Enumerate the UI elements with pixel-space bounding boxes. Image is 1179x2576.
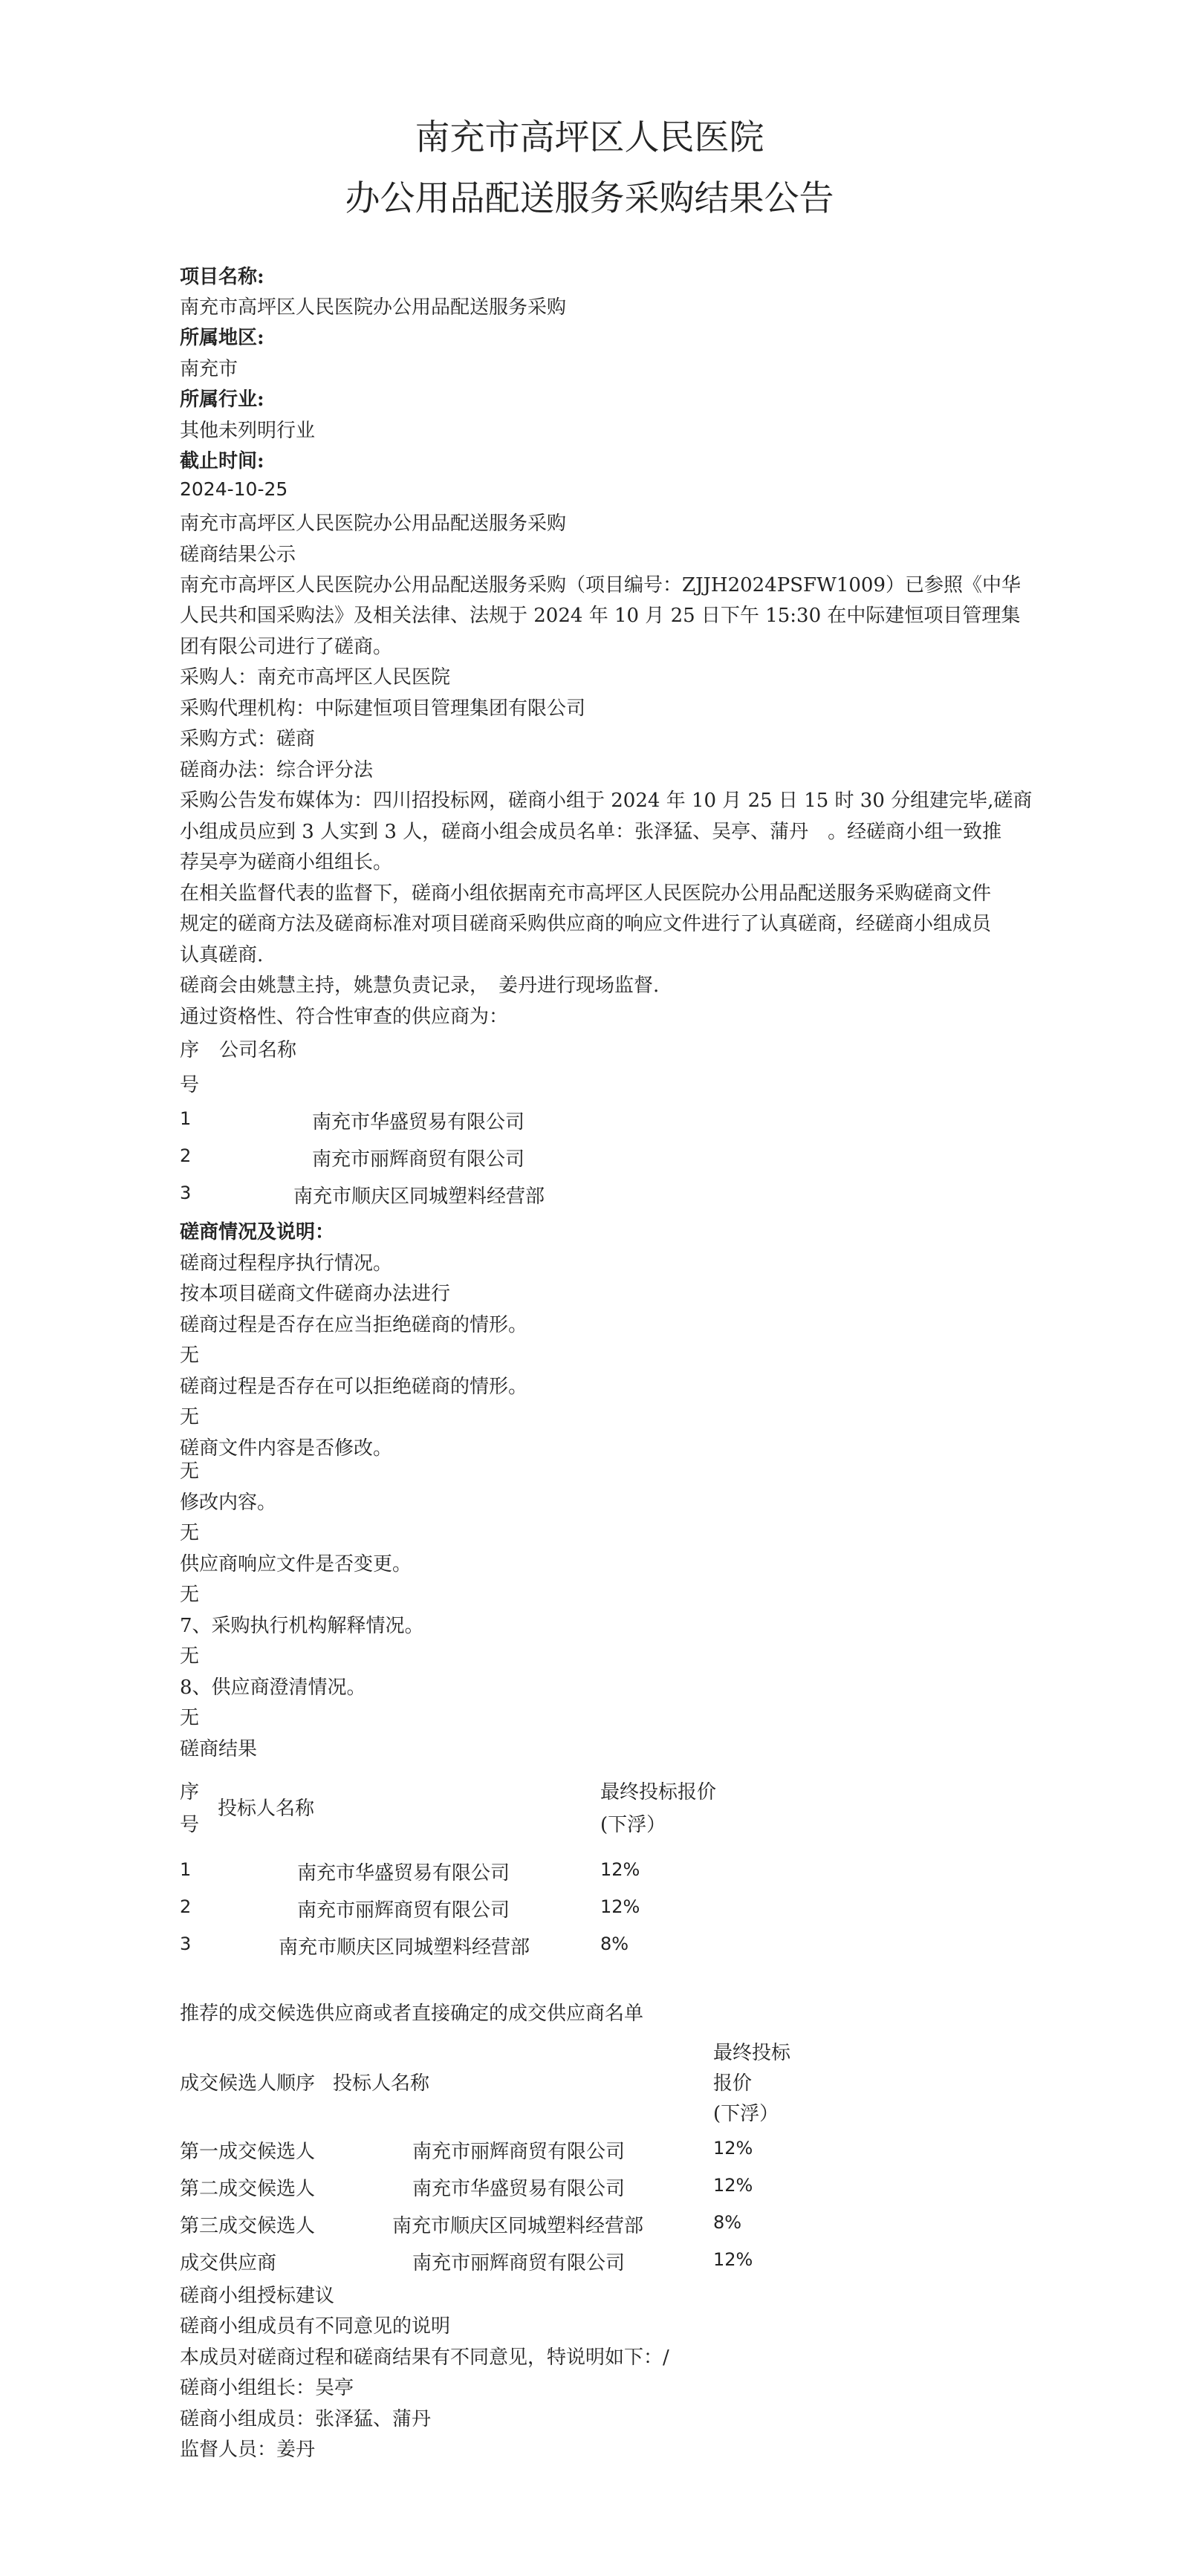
recommend-row-rank: 第一成交候选人	[180, 2141, 316, 2163]
qualified-row-no: 1	[180, 1108, 192, 1129]
recommend-header-price-1: 最终投标	[713, 2042, 791, 2064]
deadline-value: 2024-10-25	[180, 478, 288, 500]
supervise-paragraph-line-1: 在相关监督代表的监督下，磋商小组依据南充市高坪区人民医院办公用品配送服务采购磋商文件	[180, 882, 992, 905]
media-paragraph-line-3: 荐吴亭为磋商小组组长。	[180, 851, 393, 874]
footer-line: 本成员对磋商过程和磋商结果有不同意见，特说明如下：/	[180, 2346, 669, 2369]
project-name-label: 项目名称:	[180, 266, 264, 288]
recommend-row-name: 南充市顺庆区同城塑料经营部	[392, 2215, 644, 2237]
situation-item: 无	[180, 1584, 200, 1606]
result-row-no: 2	[180, 1896, 192, 1917]
result-row-price: 8%	[600, 1933, 629, 1954]
recommend-header-rank: 成交候选人顺序	[180, 2072, 316, 2095]
region-value: 南充市	[180, 358, 238, 380]
situation-label: 磋商情况及说明：	[180, 1221, 335, 1243]
situation-item: 磋商过程是否存在可以拒绝磋商的情形。	[180, 1376, 528, 1398]
result-header-no-2: 号	[180, 1814, 200, 1836]
qualified-header-name: 公司名称	[219, 1039, 297, 1061]
situation-item: 磋商结果	[180, 1738, 258, 1760]
footer-line: 磋商小组授标建议	[180, 2285, 335, 2307]
result-header-price-1: 最终投标报价	[600, 1781, 717, 1803]
recommend-header-price-3: (下浮）	[713, 2103, 779, 2125]
qualified-header-no-1: 序	[180, 1039, 200, 1061]
intro-paragraph-line-3: 团有限公司进行了磋商。	[180, 636, 393, 658]
situation-item: 无	[180, 1460, 200, 1483]
qualified-header-no-2: 号	[180, 1074, 200, 1096]
method-line: 采购方式：磋商	[180, 728, 316, 750]
evaluation-line: 磋商办法：综合评分法	[180, 759, 374, 781]
result-header-no-1: 序	[180, 1781, 200, 1803]
footer-line: 磋商小组组长：吴亭	[180, 2377, 354, 2399]
qualified-intro: 通过资格性、符合性审查的供应商为：	[180, 1006, 509, 1028]
intro-paragraph-line-1: 南充市高坪区人民医院办公用品配送服务采购（项目编号：ZJJH2024PSFW1009）已参照《中华	[180, 574, 1021, 596]
deadline-label: 截止时间:	[180, 450, 264, 472]
result-row-no: 3	[180, 1933, 192, 1954]
situation-item: 按本项目磋商文件磋商办法进行	[180, 1283, 451, 1305]
situation-item: 8、供应商澄清情况。	[180, 1676, 366, 1699]
recommend-header-price-2: 报价	[713, 2072, 753, 2095]
situation-item: 磋商过程是否存在应当拒绝磋商的情形。	[180, 1314, 528, 1336]
industry-label: 所属行业:	[180, 388, 264, 411]
situation-item: 修改内容。	[180, 1492, 277, 1514]
result-row-name: 南充市华盛贸易有限公司	[297, 1862, 510, 1884]
situation-item: 供应商响应文件是否变更。	[180, 1553, 412, 1575]
recommend-row-price: 12%	[713, 2138, 753, 2159]
situation-item: 无	[180, 1645, 200, 1668]
result-header-name: 投标人名称	[218, 1798, 315, 1820]
recommend-row-name: 南充市丽辉商贸有限公司	[412, 2141, 626, 2163]
situation-item: 无	[180, 1344, 200, 1367]
media-paragraph-line-2: 小组成员应到 3 人实到 3 人，磋商小组会成员名单：张泽猛、吴亭、蒲丹 。经磋商小组一致推	[180, 821, 1002, 843]
situation-item: 磋商过程程序执行情况。	[180, 1252, 393, 1275]
purchaser-line: 采购人：南充市高坪区人民医院	[180, 666, 451, 689]
result-row-name: 南充市丽辉商贸有限公司	[297, 1899, 510, 1922]
section-public-heading: 磋商结果公示	[180, 544, 296, 566]
industry-value: 其他未列明行业	[180, 420, 316, 442]
region-label: 所属地区:	[180, 327, 264, 349]
situation-item: 无	[180, 1522, 200, 1544]
qualified-row-name: 南充市丽辉商贸有限公司	[312, 1148, 525, 1171]
recommend-row-rank: 成交供应商	[180, 2252, 277, 2274]
host-line: 磋商会由姚慧主持，姚慧负责记录， 姜丹进行现场监督.	[180, 975, 660, 997]
qualified-row-no: 3	[180, 1183, 192, 1203]
recommend-row-price: 12%	[713, 2175, 753, 2196]
recommend-row-name: 南充市丽辉商贸有限公司	[412, 2252, 626, 2274]
qualified-row-no: 2	[180, 1145, 192, 1166]
footer-line: 磋商小组成员有不同意见的说明	[180, 2315, 451, 2338]
project-name-value: 南充市高坪区人民医院办公用品配送服务采购	[180, 296, 567, 319]
result-row-no: 1	[180, 1859, 192, 1880]
supervise-paragraph-line-3: 认真磋商.	[180, 944, 264, 966]
recommend-header-name: 投标人名称	[333, 2072, 430, 2095]
media-paragraph-line-1: 采购公告发布媒体为：四川招投标网，磋商小组于 2024 年 10 月 25 日 15 时 30 分组建完毕,磋商	[180, 790, 1033, 812]
footer-line: 监督人员：姜丹	[180, 2439, 316, 2461]
recommend-row-price: 8%	[713, 2212, 742, 2233]
supervise-paragraph-line-2: 规定的磋商方法及磋商标准对项目磋商采购供应商的响应文件进行了认真磋商，经磋商小组成员	[180, 913, 992, 935]
page-title-line-1: 南充市高坪区人民医院	[415, 117, 764, 158]
result-header-price-2: (下浮）	[600, 1814, 666, 1836]
recommend-row-rank: 第二成交候选人	[180, 2178, 316, 2200]
result-row-price: 12%	[600, 1859, 640, 1880]
recommend-row-price: 12%	[713, 2249, 753, 2270]
page-title-line-2: 办公用品配送服务采购结果公告	[345, 178, 834, 219]
result-row-price: 12%	[600, 1896, 640, 1917]
situation-item: 磋商文件内容是否修改。	[180, 1437, 393, 1460]
agency-line: 采购代理机构：中际建恒项目管理集团有限公司	[180, 697, 586, 720]
result-row-name: 南充市顺庆区同城塑料经营部	[279, 1936, 530, 1959]
recommend-intro: 推荐的成交候选供应商或者直接确定的成交供应商名单	[180, 2003, 644, 2025]
recommend-row-rank: 第三成交候选人	[180, 2215, 316, 2237]
situation-item: 无	[180, 1707, 200, 1729]
recommend-row-name: 南充市华盛贸易有限公司	[412, 2178, 626, 2200]
project-name-repeat: 南充市高坪区人民医院办公用品配送服务采购	[180, 513, 567, 535]
intro-paragraph-line-2: 人民共和国采购法》及相关法律、法规于 2024 年 10 月 25 日下午 15:30 在中际建恒项目管理集	[180, 605, 1021, 627]
qualified-row-name: 南充市顺庆区同城塑料经营部	[293, 1185, 545, 1208]
situation-item: 7、采购执行机构解释情况。	[180, 1615, 424, 1637]
situation-item: 无	[180, 1406, 200, 1428]
footer-line: 磋商小组成员：张泽猛、蒲丹	[180, 2408, 432, 2430]
qualified-row-name: 南充市华盛贸易有限公司	[312, 1111, 525, 1133]
